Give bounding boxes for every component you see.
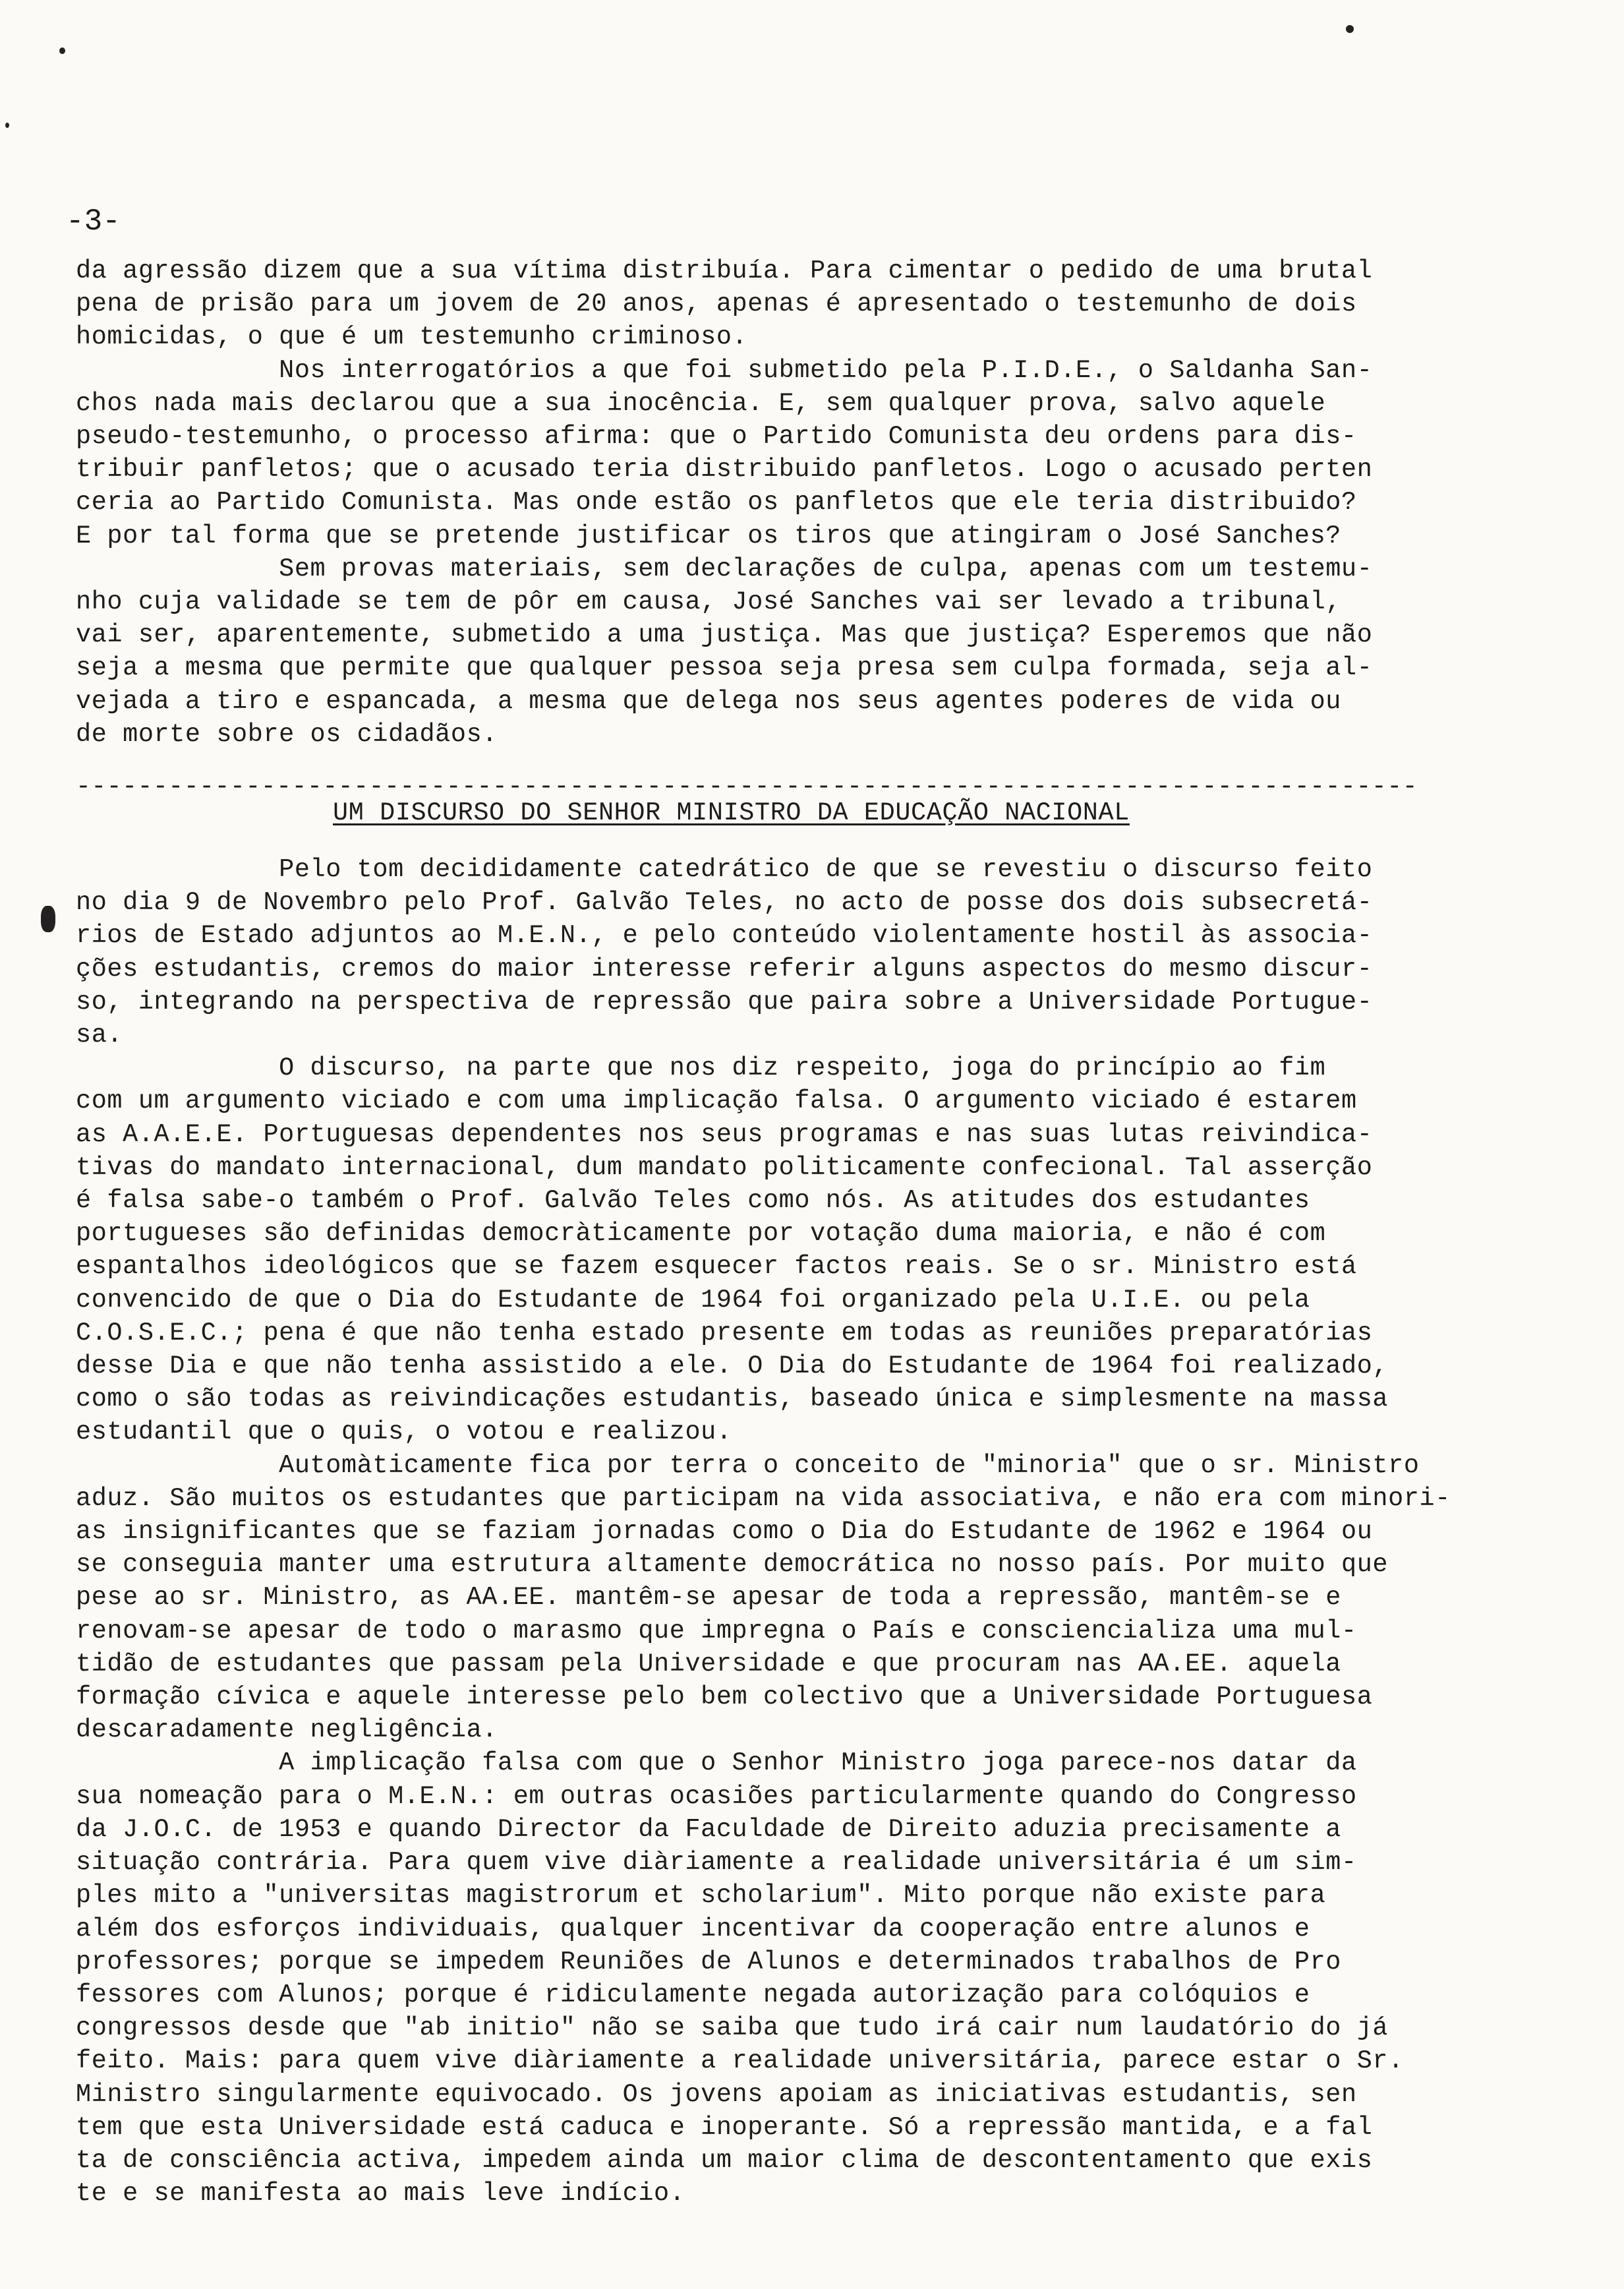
section-divider: ---------------------------------------------------------------------------------------	[76, 773, 1418, 801]
text-line: desse Dia e que não tenha assistido a ele. O Dia do Estudante de 1964 foi realizado,	[76, 1352, 1389, 1381]
text-line: pese ao sr. Ministro, as AA.EE. mantêm-se apesar de toda a repressão, mantêm-se e	[76, 1583, 1342, 1613]
scan-speck	[1346, 25, 1354, 33]
text-line: como o são todas as reivindicações estudantis, baseado única e simplesmente na massa	[76, 1384, 1389, 1414]
scan-speck	[59, 47, 65, 54]
text-line: de morte sobre os cidadãos.	[76, 719, 498, 749]
text-line: as insignificantes que se faziam jornadas como o Dia do Estudante de 1962 e 1964 ou	[76, 1517, 1373, 1547]
text-line: Pelo tom decididamente catedrático de que se revestiu o discurso feito	[76, 855, 1373, 884]
text-line: convencido de que o Dia do Estudante de 1964 foi organizado pela U.I.E. ou pela	[76, 1285, 1310, 1315]
text-line: fessores com Alunos; porque é ridiculamente negada autorização para colóquios e	[76, 1980, 1310, 2009]
text-line: formação cívica e aquele interesse pelo bem colectivo que a Universidade Portuguesa	[76, 1682, 1373, 1712]
text-line: tem que esta Universidade está caduca e inoperante. Só a repressão mantida, e a fal	[76, 2112, 1373, 2142]
text-line: homicidas, o que é um testemunho criminoso.	[76, 322, 748, 352]
text-line: ções estudantis, cremos do maior interesse referir alguns aspectos do mesmo discur-	[76, 954, 1373, 984]
scan-speck	[41, 906, 55, 932]
text-line: se conseguia manter uma estrutura altamente democrática no nosso país. Por muito que	[76, 1550, 1389, 1580]
text-line: descaradamente negligência.	[76, 1715, 498, 1745]
text-line: rios de Estado adjuntos ao M.E.N., e pelo conteúdo violentamente hostil às associa-	[76, 921, 1373, 951]
text-line: pena de prisão para um jovem de 20 anos, apenas é apresentado o testemunho de dois	[76, 289, 1357, 319]
text-line: nho cuja validade se tem de pôr em causa, José Sanches vai ser levado a tribunal,	[76, 587, 1342, 617]
text-line: vejada a tiro e espancada, a mesma que delega nos seus agentes poderes de vida ou	[76, 686, 1342, 716]
article-continuation	[76, 254, 1539, 751]
page-number: -3-	[66, 204, 121, 239]
text-line: ta de consciência activa, impedem ainda um maior clima de descontentamento que exis	[76, 2145, 1373, 2175]
text-line: Nos interrogatórios a que foi submetido pela P.I.D.E., o Saldanha San-	[76, 355, 1373, 385]
text-line: pseudo-testemunho, o processo afirma: que o Partido Comunista deu ordens para dis-	[76, 422, 1357, 452]
scan-speck	[5, 123, 9, 128]
text-line: espantalhos ideológicos que se fazem esquecer factos reais. Se o sr. Ministro está	[76, 1252, 1357, 1282]
text-line: aduz. São muitos os estudantes que participam na vida associativa, e não era com minori-	[76, 1483, 1451, 1513]
text-line: é falsa sabe-o também o Prof. Galvão Teles como nós. As atitudes dos estudantes	[76, 1186, 1310, 1216]
text-line: feito. Mais: para quem vive diàriamente a realidade universitária, parece estar o Sr.	[76, 2046, 1404, 2076]
text-line: da J.O.C. de 1953 e quando Director da Faculdade de Direito aduzia precisamente a	[76, 1814, 1342, 1844]
text-line: tribuir panfletos; que o acusado teria distribuido panfletos. Logo o acusado perten	[76, 455, 1373, 485]
text-line: Automàticamente fica por terra o conceito de "minoria" que o sr. Ministro	[76, 1450, 1420, 1480]
text-line: Ministro singularmente equivocado. Os jovens apoiam as iniciativas estudantis, sen	[76, 2079, 1357, 2109]
text-line: as A.A.E.E. Portuguesas dependentes nos seus programas e nas suas lutas reivindica-	[76, 1119, 1373, 1149]
text-line: A implicação falsa com que o Senhor Ministro joga parece-nos datar da	[76, 1748, 1357, 1778]
text-line: situação contrária. Para quem vive diàriamente a realidade universitária é um sim-	[76, 1848, 1357, 1878]
text-line: além dos esforços individuais, qualquer incentivar da cooperação entre alunos e	[76, 1914, 1310, 1944]
section-heading: UM DISCURSO DO SENHOR MINISTRO DA EDUCAÇÃO NACIONAL	[333, 798, 1130, 827]
text-line: sua nomeação para o M.E.N.: em outras ocasiões particularmente quando do Congresso	[76, 1781, 1357, 1811]
text-line: ceria ao Partido Comunista. Mas onde estão os panfletos que ele teria distribuido?	[76, 488, 1357, 518]
article-body	[76, 853, 1539, 2210]
text-line: Sem provas materiais, sem declarações de culpa, apenas com um testemu-	[76, 554, 1373, 583]
text-line: seja a mesma que permite que qualquer pessoa seja presa sem culpa formada, seja al-	[76, 653, 1373, 683]
text-line: so, integrando na perspectiva de repressão que paira sobre a Universidade Portugue-	[76, 987, 1373, 1017]
text-line: portugueses são definidas democràticamente por votação duma maioria, e não é com	[76, 1219, 1326, 1249]
text-line: C.O.S.E.C.; pena é que não tenha estado presente em todas as reuniões preparatórias	[76, 1318, 1373, 1348]
text-line: ples mito a "universitas magistrorum et scholarium". Mito porque não existe para	[76, 1881, 1326, 1911]
text-line: te e se manifesta ao mais leve indício.	[76, 2179, 685, 2209]
text-line: da agressão dizem que a sua vítima distribuía. Para cimentar o pedido de uma brutal	[76, 256, 1373, 285]
text-line: tivas do mandato internacional, dum mandato politicamente confecional. Tal asserção	[76, 1152, 1373, 1182]
text-line: sa.	[76, 1021, 123, 1050]
text-line: renovam-se apesar de todo o marasmo que impregna o País e consciencializa uma mul-	[76, 1616, 1357, 1646]
text-line: no dia 9 de Novembro pelo Prof. Galvão Teles, no acto de posse dos dois subsecretá-	[76, 888, 1373, 918]
text-line: E por tal forma que se pretende justificar os tiros que atingiram o José Sanches?	[76, 521, 1342, 550]
text-line: com um argumento viciado e com uma implicação falsa. O argumento viciado é estarem	[76, 1086, 1357, 1116]
text-line: congressos desde que "ab initio" não se saiba que tudo irá cair num laudatório do já	[76, 2013, 1389, 2043]
text-line: O discurso, na parte que nos diz respeito, joga do princípio ao fim	[76, 1054, 1326, 1083]
text-line: tidão de estudantes que passam pela Universidade e que procuram nas AA.EE. aquela	[76, 1649, 1342, 1679]
text-line: professores; porque se impedem Reuniões de Alunos e determinados trabalhos de Pro	[76, 1947, 1342, 1977]
text-line: vai ser, aparentemente, submetido a uma justiça. Mas que justiça? Esperemos que não	[76, 620, 1373, 650]
text-line: chos nada mais declarou que a sua inocência. E, sem qualquer prova, salvo aquele	[76, 388, 1326, 418]
text-line: estudantil que o quis, o votou e realizou.	[76, 1417, 732, 1447]
